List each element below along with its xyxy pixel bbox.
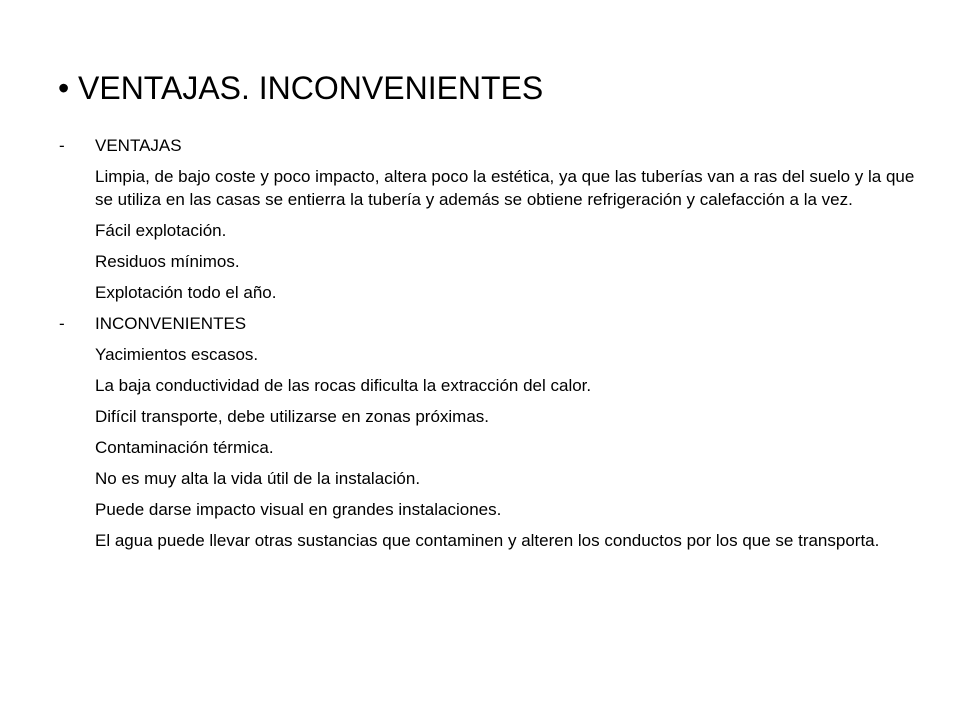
section-heading-label: INCONVENIENTES [95,314,247,333]
list-item: Contaminación térmica. [95,438,274,457]
title-text: VENTAJAS. INCONVENIENTES [78,70,544,106]
section-heading-ventajas [59,134,919,157]
slide-content [59,134,919,560]
list-item: Fácil explotación. [95,221,227,240]
dash-marker: - [59,136,65,155]
dash-marker: - [59,314,65,333]
list-item: No es muy alta la vida útil de la instalación. [95,469,421,488]
list-item: Explotación todo el año. [95,283,277,302]
list-item: Yacimientos escasos. [95,345,259,364]
list-item: La baja conductividad de las rocas dificulta la extracción del calor. [95,376,592,395]
slide-title [58,66,543,110]
list-item: Puede darse impacto visual en grandes instalaciones. [95,500,502,519]
list-item: El agua puede llevar otras sustancias que contaminen y alteren los conductos por los que se transporta. [95,531,880,550]
list-item: Difícil transporte, debe utilizarse en zonas próximas. [95,407,490,426]
title-bullet: • [58,70,70,106]
list-item: Limpia, de bajo coste y poco impacto, altera poco la estética, ya que las tuberías van a ras del suelo y la que se utiliza en las casas se entierra la tubería y además se obtiene refrigeración y calefacción a la vez. [95,167,915,209]
section-heading-label: VENTAJAS [95,136,182,155]
list-item: Residuos mínimos. [95,252,240,271]
section-heading-inconvenientes [59,312,919,335]
